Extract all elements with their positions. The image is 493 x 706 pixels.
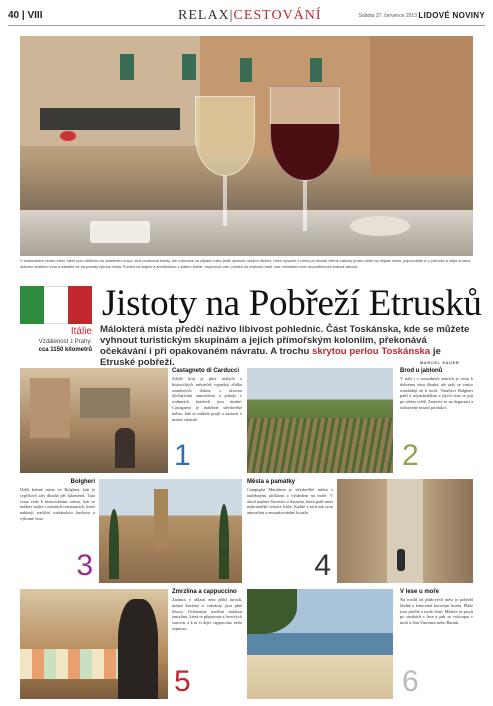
section-4-text: Campiglia Marittima je středověké město s malebnými uličkami a výhledem na moře. V okolí najdete Suvereto a Sassetta, která patří mezi nejkrásnější vesnice Itálie. Každé z nich má svou atmosféru a neopakovatelné kouzlo.: [247, 487, 333, 516]
section-3: [20, 479, 95, 583]
distance-value: cca 1150 kilometrů: [38, 347, 92, 353]
author-byline: MARCEL SAUER: [420, 360, 460, 365]
section-2-number: 2: [402, 439, 419, 472]
section-4-number: 4: [314, 549, 331, 582]
article-lead: [100, 324, 472, 368]
section-2-title: Brod u jablonů: [400, 368, 443, 374]
photo-street: [337, 479, 473, 583]
lead-text-2: je Etruské pobřeží.: [100, 346, 441, 368]
distance-info: [20, 338, 92, 354]
photo-beach: [247, 589, 393, 699]
section-6-title: V lese u moře: [400, 589, 440, 595]
section-5: [172, 589, 242, 699]
section-1: [172, 368, 242, 473]
section-3-text: Další krásné místo ve Bolgheri, kde je cypřišová alej dlouhá pět kilometrů. Tato cesta vede k historickému centru, kde se můžete najíst v místních restauracích, které nabízejí tradiční toskánskou kuchyni a výborné víno.: [20, 487, 95, 521]
section-3-title: Bolgheri: [70, 479, 95, 485]
newspaper-brand: LIDOVÉ NOVINY: [418, 11, 485, 20]
photo-vineyard: [247, 368, 393, 473]
lead-text-1: Málokterá místa předčí naživo libivost pohlednic. Část Toskánska, kde se můžete vyhnout turistickým skupinám a jejich přímořským koloniím, překonává očekávání i při opakovaném návratu. A trochu: [100, 324, 470, 357]
country-label: Itálie: [70, 326, 92, 337]
section-3-number: 3: [76, 549, 93, 582]
section-5-number: 5: [174, 665, 191, 698]
section-1-number: 1: [174, 439, 191, 472]
photo-gelato: [20, 589, 168, 699]
photo-castagneto: [20, 368, 168, 473]
page-number: 40 | VIII: [8, 10, 43, 21]
section-5-title: Zmrzlina a cappuccino: [172, 589, 237, 595]
section-1-text: Zdejší kraj je plný malých a historických městeček vypadají zřídka zasažených dobou, s ulicemi dýchajícími atmosférou a pokoje v rodinných hotelech jsou útulné. Castagneto je malebné středověké město, kde se můžete projít a zastavit v místní vinárně.: [172, 376, 242, 422]
section-5-text: Zatímco v oblasti není příliš turistů, místní kavárny a cukrárny jsou plné života. Ochutnejte tradiční italskou zmrzlinu, která se připravuje z čerstvých surovin, a k ní si dejte cappuccino nebo espresso.: [172, 597, 242, 631]
article-title: Jistoty na Pobřeží Etrusků: [102, 283, 482, 324]
section-6-number: 6: [402, 665, 419, 698]
hero-caption: V toskánském centru měst, které jsou většinou na malebném kopci, sice porázoval turisty, ale rozhodně na nějaké místo ještě opravdu úzkými ulicemi, nebo vyrazíte v rámci po dlouhé větrné zákruty prosto nebo na nějaké místo, popovídejte si s průvodci a dejte si kávu, sklenku místního vína a naladíte se na pomalý rytmus místa. Pohled na krajinu a architekturu v zlatém světle, doprovodí vás i pohled do místních barů, kde nebudete moci nepostřehnout krásná zákoutí.: [20, 259, 472, 269]
lead-highlight: skrytou perlou Toskánska: [312, 346, 431, 357]
italy-flag: [20, 286, 92, 324]
section-4-title: Města a památky: [247, 479, 296, 485]
photo-bolgheri: [99, 479, 242, 583]
section-left: RELAX: [178, 8, 230, 23]
page-header: [8, 8, 485, 26]
section-6: [400, 589, 473, 699]
distance-label: Vzdálenost z Prahy:: [38, 339, 92, 345]
section-2: [400, 368, 473, 473]
section-4: [247, 479, 333, 583]
section-1-title: Castagneto di Carducci: [172, 368, 240, 374]
section-title: RELAX|CESTOVÁNÍ: [178, 8, 322, 23]
section-6-text: Na rozdíl od plážových měst je pobřeží klidné a lemované borovým lesem. Pláže jsou písčité a moře čisté. Můžete se projít po stezkách v lese a pak se vykoupat v moři u San Vincenzo nebo Baratti.: [400, 597, 473, 626]
hero-photo: [20, 36, 473, 256]
section-2-text: V naší i v sousedních zemích je cesta k dobrému vínu dlouhá, ale tady se vinice rozkládají až k moři. Vinařství Bolgheri patří k nejznámějším a jejich vína se pijí po celém světě. Zastavte se na degustaci a ochutnejte místní produkci.: [400, 376, 473, 410]
issue-date: Sobota 27. července 2013: [358, 13, 417, 19]
section-right: CESTOVÁNÍ: [233, 8, 322, 23]
